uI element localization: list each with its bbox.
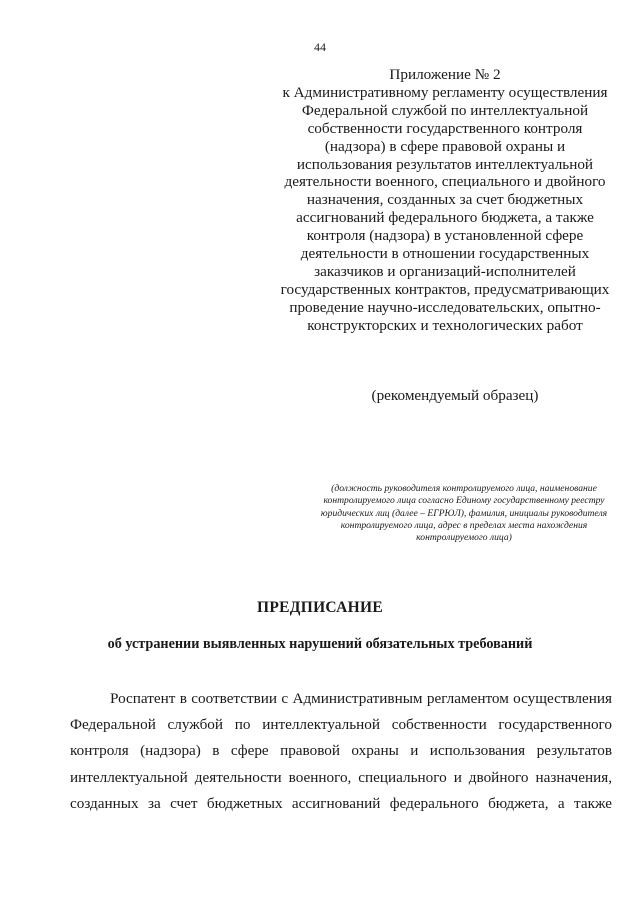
paragraph-line: Федеральной службой по интеллектуальной собственности государственного — [70, 716, 612, 734]
sample-note: (рекомендуемый образец) — [371, 387, 539, 404]
paragraph-line: Роспатент в соответствии с Административным регламентом осуществления — [110, 690, 612, 707]
addressee-note: (должность руководителя контролируемого лица, наименование контролируемого лица согласно Единому государственному реестру юридических лиц (далее – ЕГРЮЛ), фамилия, инициалы руководителя контролируемого лица, адрес в пределах места нахождения контролируемого лица) — [320, 483, 608, 544]
paragraph-line: созданных за счет бюджетных ассигнований федерального бюджета, а также — [70, 794, 612, 812]
page-number: 44 — [314, 40, 326, 54]
paragraph-line: контроля (надзора) в сфере правовой охраны и использования результатов — [70, 742, 612, 760]
paragraph-line: интеллектуальной деятельности военного, специального и двойного назначения, — [70, 768, 612, 786]
appendix-heading — [280, 66, 610, 335]
body-paragraph — [70, 686, 612, 817]
document-subtitle: об устранении выявленных нарушений обязательных требований — [107, 636, 533, 652]
appendix-title: Приложение № 2 — [389, 66, 501, 83]
appendix-text: к Административному регламенту осуществления Федеральной службой по интеллектуальной собственности государственного контроля (надзора) в сфере правовой охраны и использования результатов интеллектуальной деятельности военного, специального и двойного назначения, созданных за счет бюджетных ассигнований федерального бюджета, а также контроля (надзора) в установленной сфере деятельности в отношении государственных заказчиков и организаций-исполнителей государственных контрактов, предусматривающих проведение научно-исследовательских, опытно-конструкторских и технологических работ — [280, 83, 610, 334]
document-title: ПРЕДПИСАНИЕ — [256, 599, 383, 616]
